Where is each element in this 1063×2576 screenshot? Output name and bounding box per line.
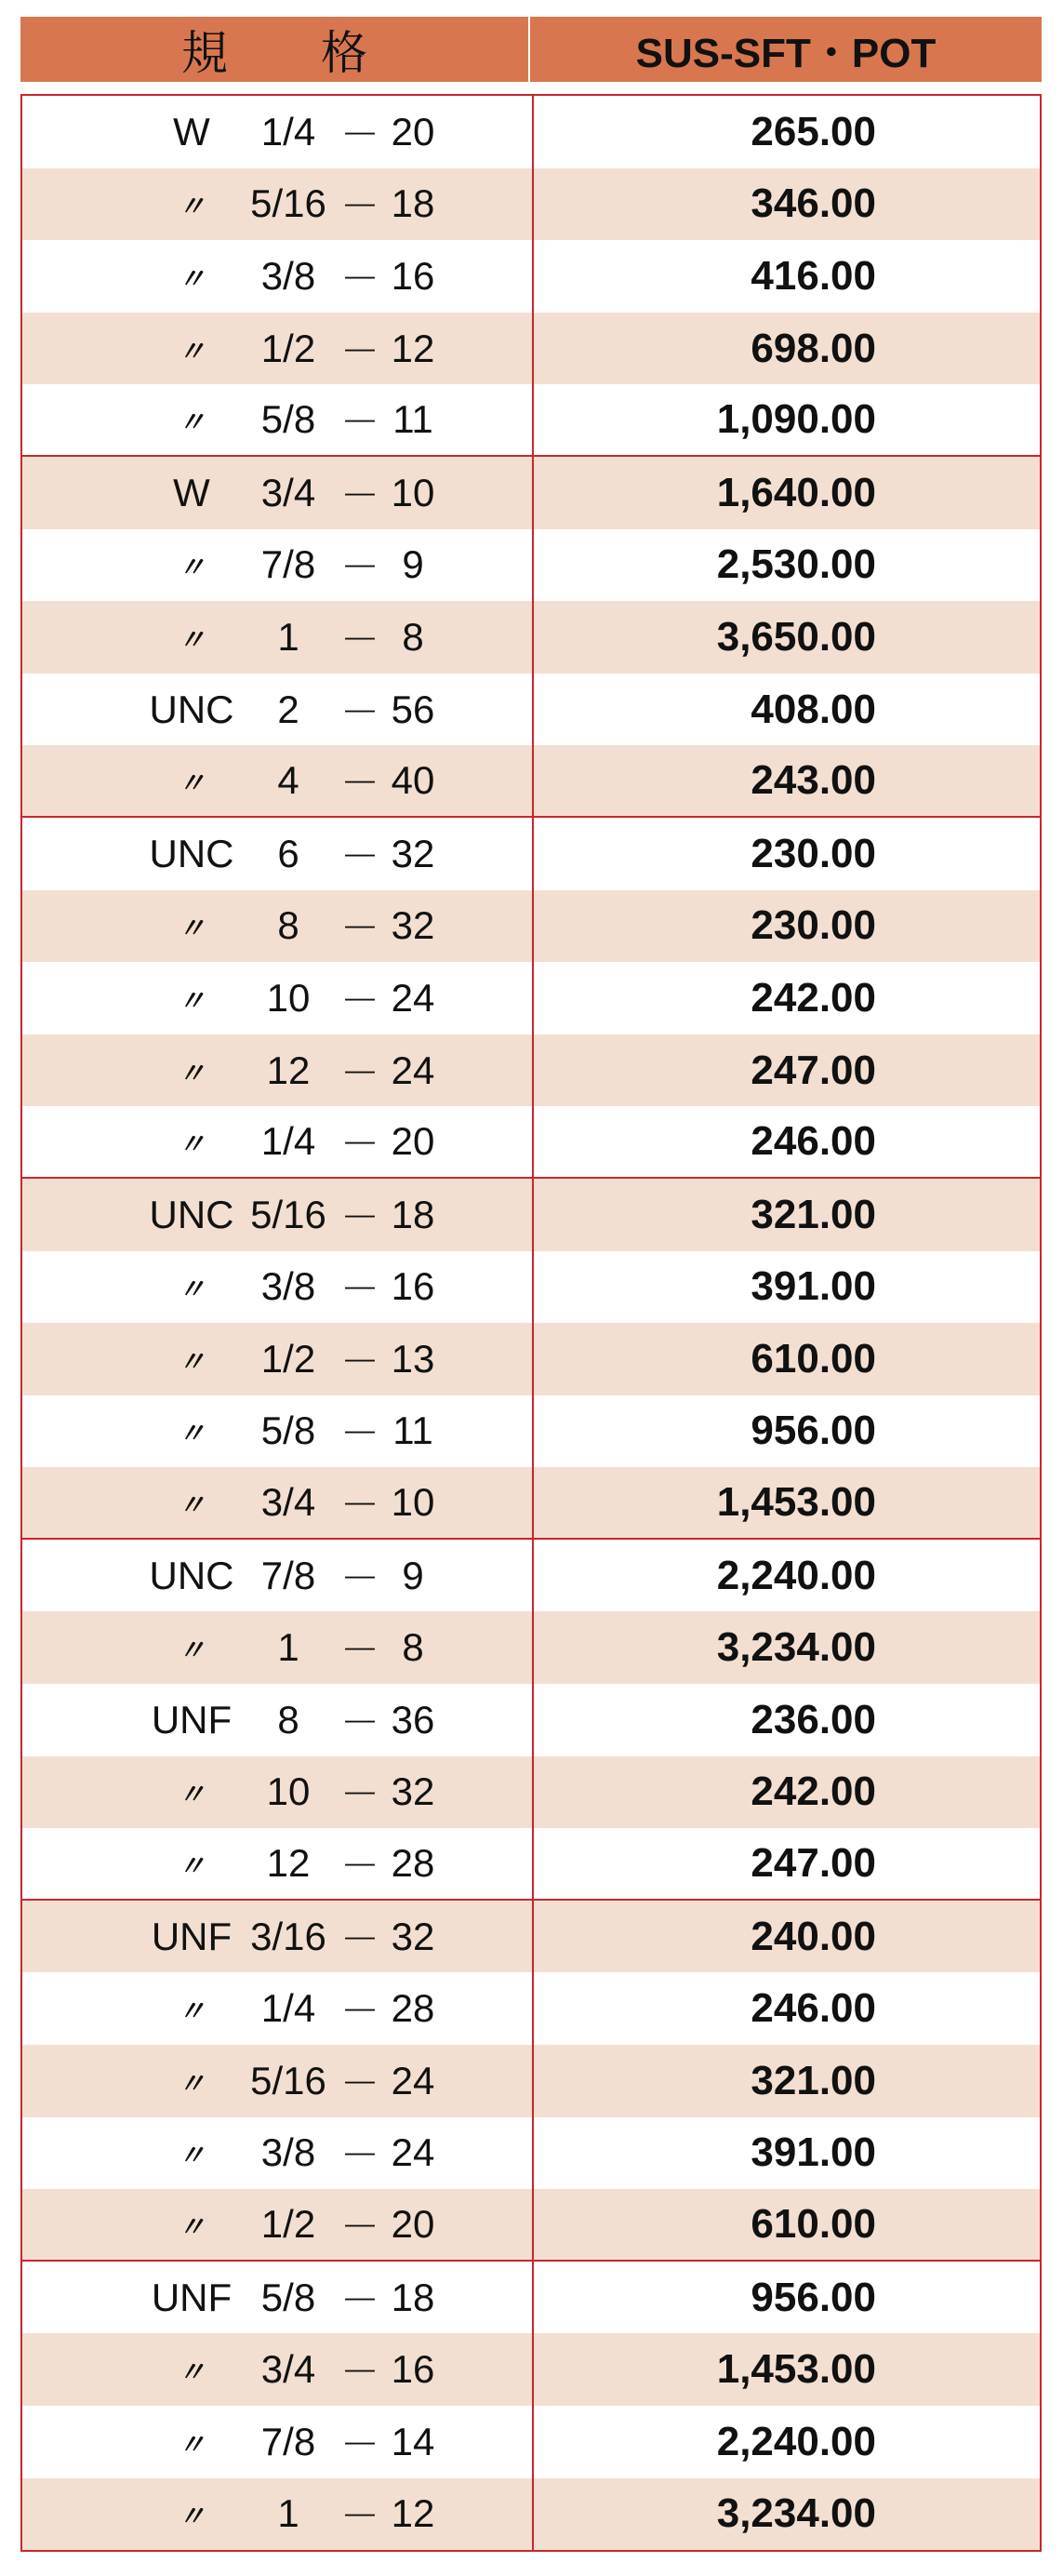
size-separator: － — [339, 1628, 379, 1673]
threads-per-inch: 8 — [402, 1625, 424, 1670]
thread-size: 12 — [266, 1048, 311, 1092]
size-separator: － — [339, 184, 379, 229]
threads-per-inch: 9 — [402, 542, 424, 587]
spec-cell — [22, 601, 532, 674]
price-cell — [532, 1467, 1040, 1538]
thread-standard: 〃 — [178, 1780, 206, 1811]
price-cell — [532, 1034, 1040, 1107]
thread-size: 1/2 — [260, 2202, 316, 2247]
thread-standard: 〃 — [178, 2502, 206, 2533]
threads-per-inch: 56 — [391, 687, 435, 731]
table-row — [22, 1034, 1040, 1107]
spec-cell — [22, 962, 532, 1034]
table-row — [22, 890, 1040, 963]
spec-cell — [22, 2478, 532, 2551]
thread-size: 2 — [277, 687, 299, 731]
threads-per-inch: 16 — [391, 253, 435, 298]
price-value: 416.00 — [751, 252, 876, 299]
price-cell — [532, 313, 1040, 385]
price-cell — [532, 168, 1040, 241]
spec-cell — [22, 2045, 532, 2117]
price-value: 1,453.00 — [716, 1479, 876, 1526]
thread-size: 1 — [277, 2491, 299, 2536]
spec-cell — [22, 384, 532, 455]
thread-standard: UNC — [149, 1553, 234, 1597]
thread-standard: 〃 — [178, 914, 206, 945]
size-separator: － — [339, 2133, 379, 2178]
price-value: 408.00 — [751, 686, 876, 732]
price-value: 242.00 — [751, 1768, 876, 1815]
thread-size: 1/2 — [260, 1336, 316, 1381]
table-row — [22, 2406, 1040, 2478]
threads-per-inch: 32 — [391, 1914, 435, 1958]
spec-cell — [22, 1251, 532, 1324]
price-value: 247.00 — [751, 1840, 876, 1887]
size-separator: － — [339, 1050, 379, 1095]
thread-standard: 〃 — [178, 1129, 206, 1161]
spec-cell — [22, 1323, 532, 1395]
price-cell — [532, 529, 1040, 602]
thread-standard: 〃 — [178, 192, 206, 223]
table-row — [22, 1106, 1040, 1179]
size-separator: － — [339, 689, 379, 734]
size-separator: － — [339, 112, 379, 156]
price-cell — [532, 2478, 1040, 2551]
price-cell — [532, 1972, 1040, 2045]
price-value: 698.00 — [751, 325, 876, 371]
spec-cell — [22, 1972, 532, 2045]
price-cell — [532, 745, 1040, 816]
price-cell — [532, 1106, 1040, 1177]
threads-per-inch: 11 — [392, 397, 433, 442]
thread-size: 1/2 — [260, 326, 316, 370]
size-separator: － — [339, 1555, 379, 1600]
thread-standard: 〃 — [178, 553, 206, 584]
spec-cell — [22, 1828, 532, 1899]
thread-size: 7/8 — [260, 1553, 316, 1597]
size-separator: － — [339, 1844, 379, 1889]
price-value: 3,650.00 — [716, 613, 876, 660]
price-value: 2,240.00 — [716, 2418, 876, 2464]
size-separator: － — [339, 761, 379, 806]
table-row — [22, 1901, 1040, 1973]
price-value: 240.00 — [751, 1913, 876, 1959]
price-cell — [532, 1684, 1040, 1756]
threads-per-inch: 24 — [391, 2058, 435, 2102]
size-separator: － — [339, 834, 379, 878]
thread-size: 3/8 — [260, 2130, 316, 2175]
price-value: 243.00 — [751, 757, 876, 804]
table-row — [22, 601, 1040, 674]
thread-size: 1/4 — [260, 109, 316, 153]
thread-size: 3/8 — [260, 1264, 316, 1309]
thread-standard: UNC — [149, 1192, 234, 1236]
size-separator: － — [339, 473, 379, 517]
threads-per-inch: 32 — [391, 903, 435, 948]
spec-cell — [22, 2262, 532, 2334]
thread-size: 12 — [266, 1841, 311, 1886]
threads-per-inch: 40 — [391, 758, 435, 803]
table-row — [22, 313, 1040, 385]
thread-size: 1 — [277, 614, 299, 659]
size-separator: － — [339, 978, 379, 1022]
price-cell — [532, 1540, 1040, 1612]
thread-standard: 〃 — [178, 1275, 206, 1306]
table-row — [22, 818, 1040, 890]
thread-standard: 〃 — [178, 2357, 206, 2389]
price-value: 1,640.00 — [716, 469, 876, 515]
thread-size: 5/8 — [260, 2275, 316, 2319]
price-value: 246.00 — [751, 1985, 876, 2032]
thread-standard: W — [173, 470, 210, 514]
price-cell — [532, 2406, 1040, 2478]
spec-cell — [22, 1395, 532, 1468]
spec-cell — [22, 1540, 532, 1612]
thread-size: 6 — [277, 831, 299, 875]
table-row — [22, 1251, 1040, 1324]
thread-standard: 〃 — [178, 407, 206, 439]
threads-per-inch: 24 — [391, 1048, 435, 1092]
threads-per-inch: 10 — [391, 470, 435, 514]
spec-cell — [22, 674, 532, 746]
thread-standard: 〃 — [178, 768, 206, 800]
thread-size: 8 — [277, 903, 299, 948]
spec-column-header — [20, 17, 530, 82]
spec-cell — [22, 1034, 532, 1107]
size-separator: － — [339, 545, 379, 590]
price-value: 2,530.00 — [716, 541, 876, 588]
threads-per-inch: 32 — [391, 1769, 435, 1814]
price-cell — [532, 240, 1040, 313]
price-cell — [532, 601, 1040, 674]
threads-per-inch: 16 — [391, 2347, 435, 2392]
table-row — [22, 1540, 1040, 1612]
price-cell — [532, 2045, 1040, 2117]
thread-standard: 〃 — [178, 1851, 206, 1883]
thread-size: 5/16 — [250, 1192, 326, 1236]
thread-standard: W — [173, 109, 210, 153]
spec-cell — [22, 2117, 532, 2190]
table-row — [22, 2478, 1040, 2551]
price-cell — [532, 818, 1040, 890]
spec-cell — [22, 1179, 532, 1251]
table-row — [22, 96, 1040, 168]
thread-standard: 〃 — [178, 2212, 206, 2244]
table-row — [22, 529, 1040, 602]
thread-size: 7/8 — [260, 542, 316, 587]
threads-per-inch: 16 — [391, 1264, 435, 1309]
threads-per-inch: 8 — [402, 614, 424, 659]
threads-per-inch: 9 — [402, 1553, 424, 1597]
threads-per-inch: 12 — [391, 326, 435, 370]
size-separator: － — [339, 906, 379, 951]
thread-size: 10 — [266, 1769, 311, 1814]
table-row — [22, 384, 1040, 457]
thread-standard: 〃 — [178, 624, 206, 656]
thread-size: 1/4 — [260, 1986, 316, 2031]
table-row — [22, 1684, 1040, 1756]
thread-size: 8 — [277, 1697, 299, 1742]
table-row — [22, 1467, 1040, 1540]
spec-cell — [22, 457, 532, 529]
table-row — [22, 962, 1040, 1034]
threads-per-inch: 10 — [391, 1480, 435, 1525]
table-row — [22, 674, 1040, 746]
spec-cell — [22, 1611, 532, 1684]
spec-cell — [22, 1901, 532, 1973]
price-column-header: SUS-SFT・POT — [635, 31, 937, 76]
price-value: 610.00 — [751, 1335, 876, 1381]
threads-per-inch: 20 — [391, 2202, 435, 2247]
table-row — [22, 2262, 1040, 2334]
table-row — [22, 2333, 1040, 2406]
spec-cell — [22, 240, 532, 313]
table-row — [22, 1179, 1040, 1251]
thread-standard: 〃 — [178, 1490, 206, 1522]
table-row — [22, 2045, 1040, 2117]
size-separator: － — [339, 2350, 379, 2395]
spec-cell — [22, 890, 532, 963]
size-separator: － — [339, 1989, 379, 2034]
threads-per-inch: 18 — [391, 1192, 435, 1236]
thread-size: 3/4 — [260, 470, 316, 514]
spec-cell — [22, 96, 532, 168]
size-separator: － — [339, 1122, 379, 1167]
price-value: 3,234.00 — [716, 2490, 876, 2537]
thread-standard: 〃 — [178, 1996, 206, 2028]
size-separator: － — [339, 400, 379, 445]
price-value: 391.00 — [751, 1263, 876, 1310]
threads-per-inch: 12 — [391, 2491, 435, 2536]
price-value: 391.00 — [751, 2129, 876, 2176]
price-value: 265.00 — [751, 108, 876, 154]
spec-cell — [22, 745, 532, 816]
thread-size: 1/4 — [260, 1119, 316, 1164]
thread-size: 4 — [277, 758, 299, 803]
threads-per-inch: 24 — [391, 975, 435, 1020]
price-cell — [532, 1251, 1040, 1324]
table-row — [22, 1611, 1040, 1684]
table-row — [22, 168, 1040, 241]
threads-per-inch: 32 — [391, 831, 435, 875]
price-cell — [532, 1179, 1040, 1251]
price-value: 610.00 — [751, 2201, 876, 2248]
size-separator: － — [339, 1411, 379, 1456]
thread-standard: 〃 — [178, 1346, 206, 1378]
price-cell — [532, 1901, 1040, 1973]
threads-per-inch: 36 — [391, 1697, 435, 1742]
spec-cell — [22, 1467, 532, 1538]
thread-standard: 〃 — [178, 2141, 206, 2172]
price-value: 346.00 — [751, 180, 876, 227]
thread-size: 5/16 — [250, 2058, 326, 2102]
price-cell — [532, 1828, 1040, 1899]
thread-standard: 〃 — [178, 2068, 206, 2100]
thread-standard: UNC — [149, 831, 234, 875]
price-cell — [532, 384, 1040, 455]
size-separator: － — [339, 1772, 379, 1817]
spec-cell — [22, 1756, 532, 1829]
size-separator: － — [339, 1483, 379, 1528]
threads-per-inch: 14 — [391, 2419, 435, 2463]
spec-cell — [22, 2333, 532, 2406]
table-row — [22, 1828, 1040, 1901]
price-cell — [532, 1323, 1040, 1395]
table-row — [22, 1395, 1040, 1468]
size-separator: － — [339, 1916, 379, 1961]
thread-size: 3/4 — [260, 1480, 316, 1525]
price-cell — [532, 674, 1040, 746]
spec-cell — [22, 818, 532, 890]
size-separator: － — [339, 2277, 379, 2322]
size-separator: － — [339, 2422, 379, 2466]
price-value: 242.00 — [751, 974, 876, 1021]
thread-size: 5/8 — [260, 397, 316, 442]
thread-standard: 〃 — [178, 263, 206, 295]
thread-standard: 〃 — [178, 2429, 206, 2461]
price-value: 246.00 — [751, 1118, 876, 1165]
threads-per-inch: 11 — [392, 1408, 433, 1453]
thread-standard: UNC — [149, 687, 234, 731]
thread-size: 5/8 — [260, 1408, 316, 1453]
spec-cell — [22, 313, 532, 385]
threads-per-inch: 20 — [391, 1119, 435, 1164]
price-value: 3,234.00 — [716, 1624, 876, 1671]
table-row — [22, 745, 1040, 818]
thread-size: 3/4 — [260, 2347, 316, 2392]
table-row — [22, 1756, 1040, 1829]
price-cell — [532, 1611, 1040, 1684]
thread-standard: UNF — [151, 2275, 233, 2319]
thread-standard: 〃 — [178, 1058, 206, 1089]
threads-per-inch: 18 — [391, 2275, 435, 2319]
table-header — [20, 17, 1042, 82]
thread-size: 7/8 — [260, 2419, 316, 2463]
price-value: 956.00 — [751, 2274, 876, 2320]
threads-per-inch: 13 — [391, 1336, 435, 1381]
size-separator: － — [339, 617, 379, 661]
threads-per-inch: 20 — [391, 109, 435, 153]
spec-header-char-1: 規 — [181, 26, 228, 80]
size-separator: － — [339, 2494, 379, 2539]
thread-standard: 〃 — [178, 1419, 206, 1450]
size-separator: － — [339, 256, 379, 300]
price-cell — [532, 2262, 1040, 2334]
thread-standard: UNF — [151, 1914, 233, 1958]
thread-size: 5/16 — [250, 181, 326, 226]
size-separator: － — [339, 2205, 379, 2249]
price-table — [20, 94, 1042, 2552]
table-row — [22, 2117, 1040, 2190]
size-separator: － — [339, 1700, 379, 1744]
thread-size: 3/8 — [260, 253, 316, 298]
table-row — [22, 240, 1040, 313]
size-separator: － — [339, 1267, 379, 1312]
thread-standard: 〃 — [178, 985, 206, 1017]
size-separator: － — [339, 2061, 379, 2105]
price-cell — [532, 962, 1040, 1034]
price-value: 321.00 — [751, 1191, 876, 1237]
price-value: 321.00 — [751, 2057, 876, 2103]
price-value: 1,453.00 — [716, 2346, 876, 2393]
price-cell — [532, 96, 1040, 168]
table-row — [22, 1972, 1040, 2045]
spec-cell — [22, 529, 532, 602]
price-cell — [532, 457, 1040, 529]
price-cell — [532, 2117, 1040, 2190]
price-cell — [532, 1756, 1040, 1829]
threads-per-inch: 28 — [391, 1841, 435, 1886]
threads-per-inch: 18 — [391, 181, 435, 226]
price-value: 230.00 — [751, 902, 876, 949]
threads-per-inch: 24 — [391, 2130, 435, 2175]
price-cell — [532, 2189, 1040, 2260]
spec-cell — [22, 1684, 532, 1756]
price-cell — [532, 1395, 1040, 1468]
spec-cell — [22, 168, 532, 241]
thread-size: 1 — [277, 1625, 299, 1670]
thread-size: 3/16 — [250, 1914, 326, 1958]
threads-per-inch: 28 — [391, 1986, 435, 2031]
size-separator: － — [339, 1195, 379, 1239]
size-separator: － — [339, 1339, 379, 1383]
table-row — [22, 457, 1040, 529]
price-value: 2,240.00 — [716, 1552, 876, 1598]
thread-standard: 〃 — [178, 1635, 206, 1667]
spec-cell — [22, 1106, 532, 1177]
spec-header-char-2: 格 — [321, 26, 367, 80]
price-value: 247.00 — [751, 1047, 876, 1093]
price-value: 1,090.00 — [716, 396, 876, 443]
size-separator: － — [339, 328, 379, 373]
spec-cell — [22, 2406, 532, 2478]
thread-standard: 〃 — [178, 336, 206, 367]
price-cell — [532, 890, 1040, 963]
price-value: 230.00 — [751, 830, 876, 876]
thread-size: 10 — [266, 975, 311, 1020]
price-value: 236.00 — [751, 1696, 876, 1742]
thread-standard: UNF — [151, 1697, 233, 1742]
price-cell — [532, 2333, 1040, 2406]
spec-cell — [22, 2189, 532, 2260]
table-row — [22, 1323, 1040, 1395]
price-value: 956.00 — [751, 1408, 876, 1454]
table-row — [22, 2189, 1040, 2262]
